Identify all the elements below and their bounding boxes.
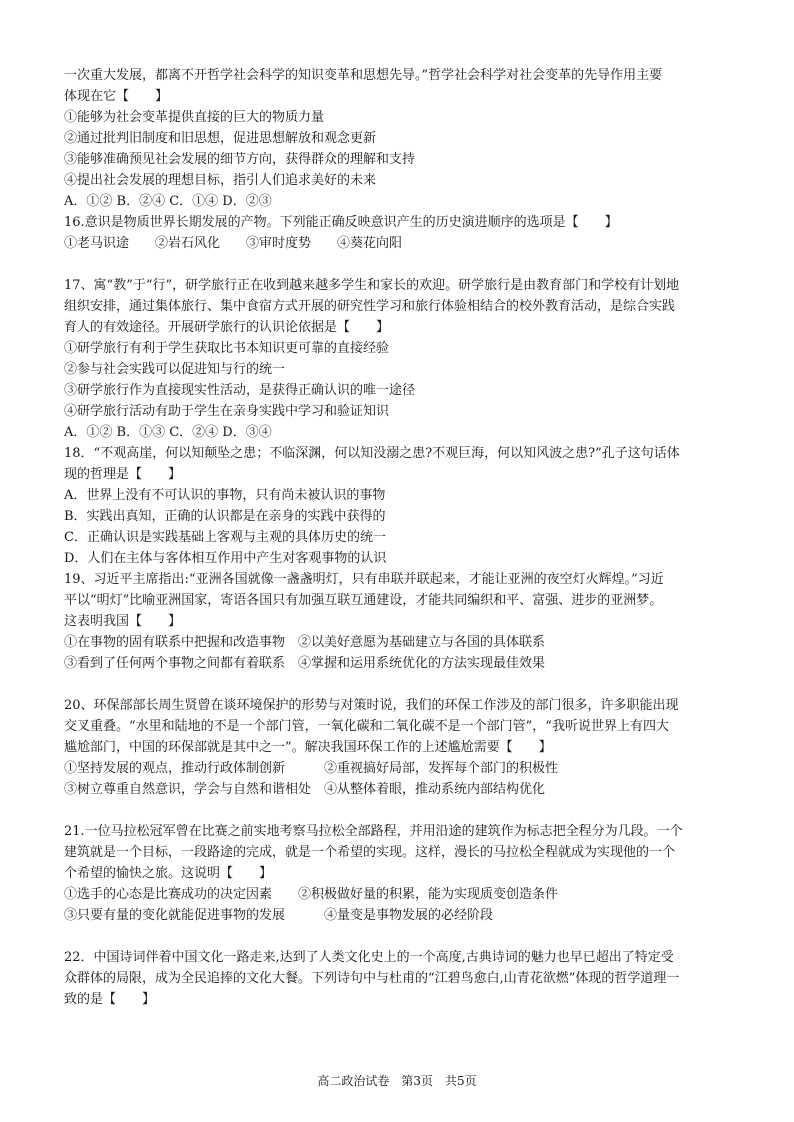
q18-stem-line-2: 现的哲理是【 】 <box>64 467 182 482</box>
q20-stem-line-1: 20、环保部部长周生贤曾在谈环境保护的形势与对策时说，我们的环保工作涉及的部门很多，许多职能出现 <box>64 698 679 713</box>
q15-option-4: ④提出社会发展的理想目标，指引人们追求美好的未来 <box>64 173 377 188</box>
q21-options-3-4: ③只要有量的变化就能促进事物的发展 ④量变是事物发展的必经阶段 <box>64 908 494 923</box>
q22-stem-line-2: 众群体的局限，成为全民追捧的文化大餐。下列诗句中与杜甫的“江碧鸟愈白,山青花欲燃”体现的哲学道理一 <box>64 971 680 986</box>
q15-option-3: ③能够准确预见社会发展的细节方向，获得群众的理解和支持 <box>64 152 416 167</box>
q21-stem-line-1: 21.一位马拉松冠军曾在比赛之前实地考察马拉松全部路程，并用沿途的建筑作为标志把全程分为几段。一个 <box>64 824 683 839</box>
q17-option-2: ②参与社会实践可以促进知与行的统一 <box>64 362 286 377</box>
q19-options-1-2: ①在事物的固有联系中把握和改造事物 ②以美好意愿为基础建立与各国的具体联系 <box>64 635 546 650</box>
q15-option-2: ②通过批判旧制度和旧思想，促进思想解放和观念更新 <box>64 131 377 146</box>
q15-continuation-line-2: 体现在它【 】 <box>64 89 169 104</box>
q16-items: ①老马识途 ②岩石风化 ③审时度势 ④葵花向阳 <box>64 236 403 251</box>
q17-option-1: ①研学旅行有利于学生获取比书本知识更可靠的直接经验 <box>64 341 390 356</box>
q20-options-1-2: ①坚持发展的观点，推动行政体制创新 ②重视搞好局部，发挥每个部门的积极性 <box>64 761 559 776</box>
q17-stem-line-1: 17、寓“教”于“行”，研学旅行正在收到越来越多学生和家长的欢迎。研学旅行是由教育部门和学校有计划地 <box>64 278 680 293</box>
q16-choices <box>64 254 754 275</box>
q21-choices <box>64 926 754 947</box>
q18-stem-line-1: 18．“不观高崖，何以知颠坠之患；不临深渊，何以知没溺之患?不观巨海，何以知风波之患?”孔子这句话体 <box>64 446 680 461</box>
q19-stem-line-1: 19、习近平主席指出:“亚洲各国就像一盏盏明灯，只有串联并联起来，才能让亚洲的夜空灯火辉煌。”习近 <box>64 572 664 587</box>
q15-choices: A．①② B．②④ C．①④ D．②③ <box>64 194 272 209</box>
q21-stem-line-3: 个希望的愉快之旅。这说明【 】 <box>64 866 273 881</box>
q22-stem-line-1: 22．中国诗词伴着中国文化一路走来,达到了人类文化史上的一个高度,古典诗词的魅力也早已超出了特定受 <box>64 950 674 965</box>
q18-choice-b: B．实践出真知，正确的认识都是在亲身的实践中获得的 <box>64 509 386 524</box>
q21-stem-line-2: 建筑就是一个目标，一段路途的完成，就是一个希望的实现。这样，漫长的马拉松全程就成为实现他的一个 <box>64 845 676 860</box>
q20-options-3-4: ③树立尊重自然意识，学会与自然和谐相处 ④从整体着眼，推动系统内部结构优化 <box>64 782 546 797</box>
q19-options-3-4: ③看到了任何两个事物之间都有着联系 ④掌握和运用系统优化的方法实现最佳效果 <box>64 656 546 671</box>
q15-option-1: ①能够为社会变革提供直接的巨大的物质力量 <box>64 110 325 125</box>
q17-choices: A．①② B．①③ C．②④ D．③④ <box>64 425 272 440</box>
q19-stem-line-3: 这表明我国【 】 <box>64 614 182 629</box>
q19-stem-line-2: 平以“明灯”比喻亚洲国家，寄语各国只有加强互联互通建设，才能共同编织和平、富强、进步的亚洲梦。 <box>64 593 663 608</box>
page-footer: 高二政治试卷 第3页 共5页 <box>317 1074 477 1088</box>
q22-stem-line-3: 致的是【 】 <box>64 992 156 1007</box>
q22-choices-a-b <box>64 1010 754 1031</box>
q17-stem-line-2: 组织安排，通过集体旅行、集中食宿方式开展的研究性学习和旅行体验相结合的校外教育活动，是综合实践 <box>64 299 676 314</box>
q22-choices-c-d <box>64 1031 754 1052</box>
q15-continuation-line-1: 一次重大发展，都离不开哲学社会科学的知识变革和思想先导。”哲学社会科学对社会变革的先导作用主要 <box>64 68 663 83</box>
q18-choice-c: C．正确认识是实践基础上客观与主观的具体历史的统一 <box>64 530 386 545</box>
q20-choices <box>64 800 754 821</box>
q19-choices <box>64 674 754 695</box>
q17-option-4: ④研学旅行活动有助于学生在亲身实践中学习和验证知识 <box>64 404 390 419</box>
q17-stem-line-3: 育人的有效途径。开展研学旅行的认识论依据是【 】 <box>64 320 390 335</box>
q20-stem-line-3: 尴尬部门，中国的环保部就是其中之一”。解决我国环保工作的上述尴尬需要【 】 <box>64 740 552 755</box>
q16-stem: 16.意识是物质世界长期发展的产物。下列能正确反映意识产生的历史演进顺序的选项是【 】 <box>64 215 618 230</box>
q20-stem-line-2: 交叉重叠。“水里和陆地的不是一个部门管，一氧化碳和二氧化碳不是一个部门管”，“我听说世界上有四大 <box>64 719 669 734</box>
q18-choice-a: A．世界上没有不可认识的事物，只有尚未被认识的事物 <box>64 488 386 503</box>
q18-choice-d: D．人们在主体与客体相互作用中产生对客观事物的认识 <box>64 551 387 566</box>
q21-options-1-2: ①选手的心态是比赛成功的决定因素 ②积极做好量的积累，能为实现质变创造条件 <box>64 887 559 902</box>
q17-option-3: ③研学旅行作为直接现实性活动，是获得正确认识的唯一途径 <box>64 383 416 398</box>
